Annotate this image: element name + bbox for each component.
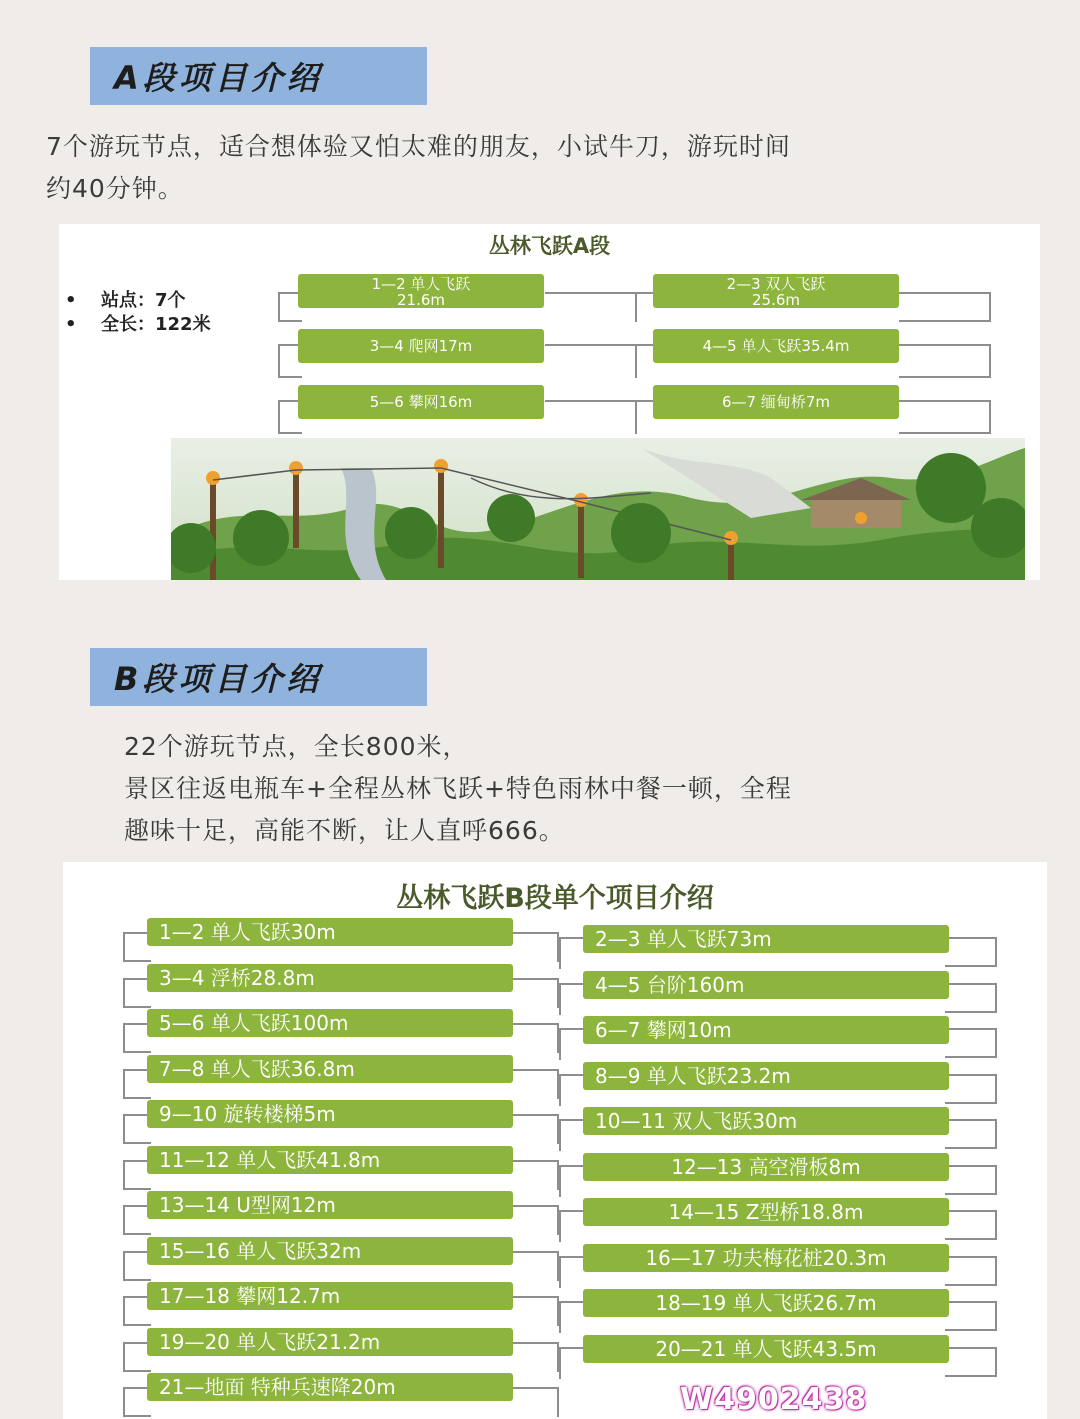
b-item-left: 15—16 单人飞跃32m bbox=[147, 1237, 513, 1265]
b-item-left: 1—2 单人飞跃30m bbox=[147, 918, 513, 946]
b-bracket bbox=[945, 1347, 997, 1377]
section-a-panel-title: 丛林飞跃A段 bbox=[488, 234, 611, 258]
a-bracket bbox=[899, 400, 991, 434]
jungle-course-illustration bbox=[171, 438, 1025, 580]
b-bracket bbox=[509, 932, 559, 962]
b-bracket bbox=[945, 937, 997, 967]
a-bracket bbox=[635, 292, 655, 322]
b-item-left: 7—8 单人飞跃36.8m bbox=[147, 1055, 513, 1083]
a-item-5-6: 5—6 攀网16m bbox=[298, 385, 544, 419]
b-bracket bbox=[509, 978, 559, 1008]
section-a-desc-line2: 约40分钟。 bbox=[46, 174, 184, 203]
b-bracket bbox=[509, 1160, 559, 1190]
b-bracket bbox=[509, 1342, 559, 1372]
a-item-6-7: 6—7 缅甸桥7m bbox=[653, 385, 899, 419]
b-item-right: 20—21 单人飞跃43.5m bbox=[583, 1335, 949, 1363]
b-item-right: 4—5 台阶160m bbox=[583, 971, 949, 999]
a-bracket bbox=[899, 344, 991, 378]
a-bracket bbox=[635, 400, 655, 434]
b-bracket bbox=[509, 1069, 559, 1099]
stat-length: • 全长：122米 bbox=[65, 314, 211, 335]
b-item-right: 18—19 单人飞跃26.7m bbox=[583, 1289, 949, 1317]
b-item-right: 10—11 双人飞跃30m bbox=[583, 1107, 949, 1135]
section-b-panel-title: 丛林飞跃B段单个项目介绍 bbox=[396, 883, 714, 914]
b-bracket bbox=[945, 1074, 997, 1104]
section-b-desc-line3: 趣味十足，高能不断，让人直呼666。 bbox=[124, 816, 565, 845]
a-item-4-5: 4—5 单人飞跃35.4m bbox=[653, 329, 899, 363]
b-item-right: 14—15 Z型桥18.8m bbox=[583, 1198, 949, 1226]
b-item-left: 19—20 单人飞跃21.2m bbox=[147, 1328, 513, 1356]
a-bracket bbox=[635, 344, 655, 378]
b-bracket bbox=[945, 1256, 997, 1286]
b-bracket bbox=[509, 1296, 559, 1326]
b-bracket bbox=[945, 983, 997, 1013]
b-bracket bbox=[945, 1165, 997, 1195]
b-bracket bbox=[509, 1205, 559, 1235]
b-item-left: 17—18 攀网12.7m bbox=[147, 1282, 513, 1310]
a-item-2-3: 2—3 双人飞跃 25.6m bbox=[653, 274, 899, 308]
b-item-left: 5—6 单人飞跃100m bbox=[147, 1009, 513, 1037]
b-bracket bbox=[945, 1028, 997, 1058]
b-item-right: 12—13 高空滑板8m bbox=[583, 1153, 949, 1181]
b-item-left: 9—10 旋转楼梯5m bbox=[147, 1100, 513, 1128]
b-item-right: 2—3 单人飞跃73m bbox=[583, 925, 949, 953]
a-bracket bbox=[545, 292, 637, 322]
b-bracket bbox=[945, 1301, 997, 1331]
a-bracket bbox=[545, 344, 637, 378]
b-bracket bbox=[509, 1023, 559, 1053]
b-item-right: 16—17 功夫梅花桩20.3m bbox=[583, 1244, 949, 1272]
a-bracket bbox=[899, 292, 991, 322]
b-bracket bbox=[509, 1251, 559, 1281]
b-bracket bbox=[509, 1387, 559, 1417]
b-item-right: 8—9 单人飞跃23.2m bbox=[583, 1062, 949, 1090]
section-b-title: B段项目介绍 bbox=[90, 648, 427, 706]
b-item-left: 21—地面 特种兵速降20m bbox=[147, 1373, 513, 1401]
b-item-left: 11—12 单人飞跃41.8m bbox=[147, 1146, 513, 1174]
b-item-left: 13—14 U型网12m bbox=[147, 1191, 513, 1219]
section-a-desc-line1: 7个游玩节点，适合想体验又怕太难的朋友，小试牛刀，游玩时间 bbox=[46, 132, 791, 161]
a-item-3-4: 3—4 爬网17m bbox=[298, 329, 544, 363]
b-bracket bbox=[509, 1114, 559, 1144]
watermark-text: W4902438 bbox=[680, 1382, 868, 1417]
b-bracket bbox=[945, 1119, 997, 1149]
b-item-right: 6—7 攀网10m bbox=[583, 1016, 949, 1044]
section-b-desc-line2: 景区往返电瓶车+全程丛林飞跃+特色雨林中餐一顿，全程 bbox=[124, 774, 792, 803]
section-b-desc-line1: 22个游玩节点，全长800米， bbox=[124, 732, 469, 761]
a-item-1-2: 1—2 单人飞跃 21.6m bbox=[298, 274, 544, 308]
section-b-panel bbox=[63, 862, 1047, 1419]
stat-stations: • 站点：7个 bbox=[65, 290, 186, 311]
a-bracket bbox=[545, 400, 637, 434]
section-a-title: A段项目介绍 bbox=[90, 47, 427, 105]
section-a-panel bbox=[59, 224, 1040, 580]
b-item-left: 3—4 浮桥28.8m bbox=[147, 964, 513, 992]
b-bracket bbox=[945, 1210, 997, 1240]
